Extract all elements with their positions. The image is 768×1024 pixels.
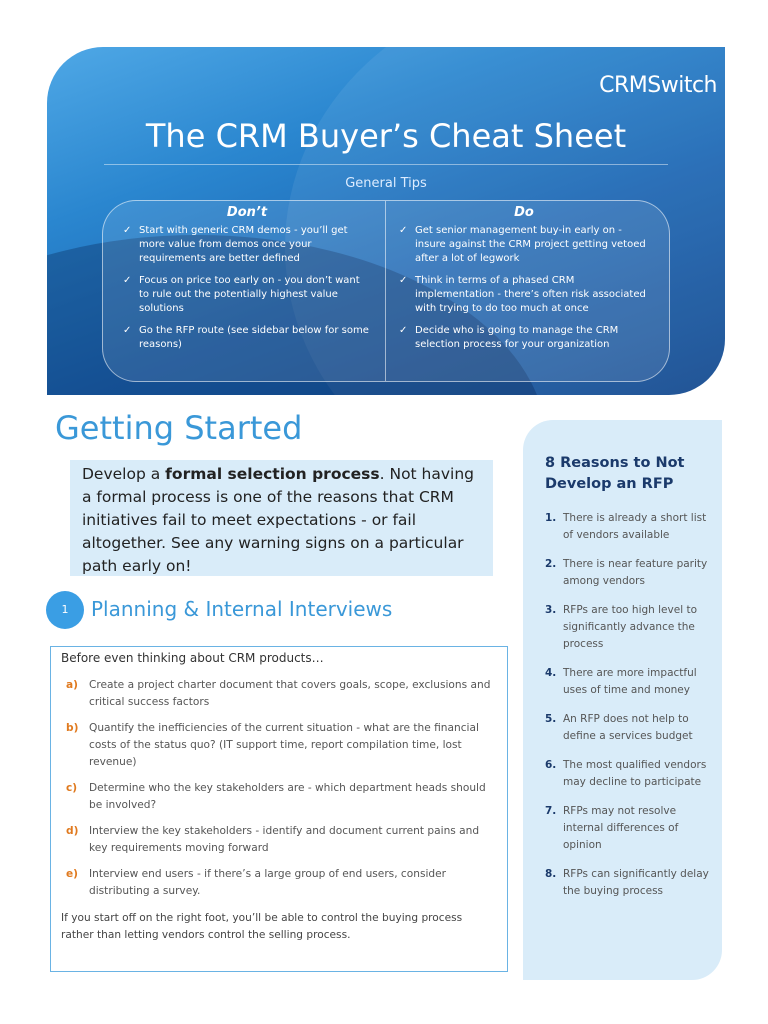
reason-number: 2. <box>545 558 557 570</box>
item-text: Create a project charter document that covers goals, scope, exclusions and critical success factors <box>89 679 491 708</box>
dont-tip-text: Focus on price too early on - you don’t want to rule out the potentially highest value solutions <box>139 275 360 314</box>
getting-started-heading: Getting Started <box>55 409 303 447</box>
reason-text: RFPs may not resolve internal differences of opinion <box>563 805 679 851</box>
check-icon: ✓ <box>123 275 132 286</box>
item-text: Interview the key stakeholders - identify and document current pains and key requirements moving forward <box>89 825 480 854</box>
reasons-list <box>545 510 715 912</box>
list-item <box>545 556 715 590</box>
reason-number: 6. <box>545 759 557 771</box>
reason-text: RFPs can significantly delay the buying process <box>563 868 709 897</box>
header-banner <box>47 47 725 395</box>
dont-tip <box>123 224 371 266</box>
dont-heading: Don’t <box>226 205 268 220</box>
formal-process-callout <box>70 460 493 576</box>
callout-text-pre: Develop a <box>82 465 166 483</box>
reason-text: There is near feature parity among vendors <box>563 558 708 587</box>
rfp-reasons-sidebar <box>523 420 722 980</box>
reason-text: The most qualified vendors may decline to participate <box>563 759 707 788</box>
list-item <box>545 602 715 653</box>
reason-number: 5. <box>545 713 557 725</box>
item-text: Quantify the inefficiencies of the current situation - what are the financial costs of the status quo? (IT support time, report compilation time, lost revenue) <box>89 722 479 768</box>
dont-tip-text: Start with generic CRM demos - you’ll get more value from demos once your requirements are better defined <box>139 225 348 264</box>
callout-text-bold: formal selection process <box>165 465 380 483</box>
step-title: Planning & Internal Interviews <box>91 597 393 621</box>
do-heading: Do <box>514 205 534 220</box>
list-item <box>545 510 715 544</box>
check-icon: ✓ <box>399 225 408 236</box>
interviews-outro: If you start off on the right foot, you’ll be able to control the buying process rather than letting vendors control the selling process. <box>61 912 463 941</box>
dont-tip <box>123 324 371 352</box>
list-item <box>545 866 715 900</box>
tips-column-divider <box>385 201 386 381</box>
interview-item <box>61 780 497 814</box>
callout-text-post: . Not having a formal process is one of the reasons that CRM initiatives fail to meet expectations - or fail altogether. See any warning signs on a particular path early on! <box>82 465 475 575</box>
do-column <box>399 205 649 360</box>
interview-item <box>61 720 497 771</box>
reason-text: There are more impactful uses of time and money <box>563 667 697 696</box>
check-icon: ✓ <box>399 325 408 336</box>
list-item <box>545 665 715 699</box>
item-label: b) <box>66 722 79 734</box>
do-tip <box>399 274 649 316</box>
reason-number: 7. <box>545 805 557 817</box>
check-icon: ✓ <box>123 325 132 336</box>
item-label: d) <box>66 825 79 837</box>
interviews-box <box>50 646 508 972</box>
reason-number: 1. <box>545 512 557 524</box>
item-label: e) <box>66 868 79 880</box>
item-label: c) <box>66 782 78 794</box>
reason-text: RFPs are too high level to significantly advance the process <box>563 604 697 650</box>
do-tip-text: Get senior management buy-in early on - insure against the CRM project getting vetoed after a lot of legwork <box>415 225 646 264</box>
do-tip-text: Decide who is going to manage the CRM selection process for your organization <box>415 325 619 350</box>
interview-item <box>61 823 497 857</box>
interview-item <box>61 866 497 900</box>
dont-column <box>123 205 371 360</box>
interview-item <box>61 677 497 711</box>
reason-number: 8. <box>545 868 557 880</box>
general-tips-box <box>102 200 670 382</box>
dont-tip-text: Go the RFP route (see sidebar below for some reasons) <box>139 325 369 350</box>
check-icon: ✓ <box>399 275 408 286</box>
item-label: a) <box>66 679 78 691</box>
sidebar-title: 8 Reasons to Not Develop an RFP <box>545 455 685 492</box>
interviews-intro: Before even thinking about CRM products… <box>61 651 324 665</box>
title-divider <box>104 164 668 165</box>
dont-tip <box>123 274 371 316</box>
reason-number: 3. <box>545 604 557 616</box>
do-tip-text: Think in terms of a phased CRM implementation - there’s often risk associated with trying to do too much at once <box>415 275 646 314</box>
reason-text: An RFP does not help to define a services budget <box>563 713 693 742</box>
crmswitch-logo: CRMSwitch <box>599 73 717 98</box>
do-tip <box>399 224 649 266</box>
list-item <box>545 711 715 745</box>
item-text: Determine who the key stakeholders are - which department heads should be involved? <box>89 782 486 811</box>
section-subtitle: General Tips <box>345 176 427 191</box>
item-text: Interview end users - if there’s a large group of end users, consider distributing a survey. <box>89 868 447 897</box>
reason-number: 4. <box>545 667 557 679</box>
list-item <box>545 803 715 854</box>
do-tip <box>399 324 649 352</box>
list-item <box>545 757 715 791</box>
callout-text <box>70 460 493 578</box>
check-icon: ✓ <box>123 225 132 236</box>
step-number-badge: 1 <box>46 591 84 629</box>
page-title: The CRM Buyer’s Cheat Sheet <box>145 117 627 155</box>
reason-text: There is already a short list of vendors available <box>563 512 707 541</box>
